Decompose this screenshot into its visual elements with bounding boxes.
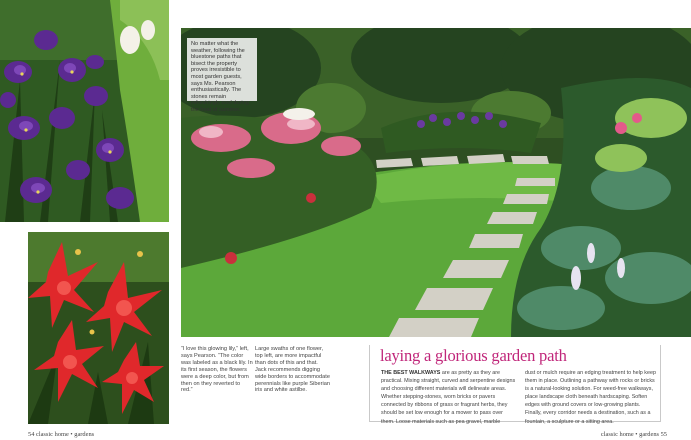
article-body-column-2: dust or mulch require an edging treatment to help keep them in place. Outlining a pathway with rocks or bricks is a natural-looking solution. For weed-free walkways, place landscape cloth beneath hardscaping. Soften edges with ground covers or low-growing plants. Finally, every corridor needs a destination, such as a fountain, a sculpture or a sitting area. xyxy=(525,370,656,425)
iris-photo xyxy=(0,0,169,222)
garden-path-photo xyxy=(181,28,691,337)
lily-caption: “I love this glowing lily,” left, says Pearson. “The color was labeled as a black lily. In its first season, the flowers were a deep color, but from then on they reverted to red.” xyxy=(181,346,253,394)
article-lead-in: THE BEST WALKWAYS xyxy=(381,370,441,376)
folio-left: 54 classic home • gardens xyxy=(28,431,95,438)
article-col1-text: are as pretty as they are practical. Mixing straight, curved and serpentine designs and choosing different materials will delineate areas. Whether stepping-stones, worn bricks or pavers connected by ribbons of grass or fragrant herbs, they should be set low enough for a mower to pass over them. Loose materials such as pea gravel, marble xyxy=(381,370,516,425)
article-body-column-1 xyxy=(381,369,517,426)
article-title: laying a glorious garden path xyxy=(380,346,567,365)
swaths-caption: Large swaths of one flower, top left, are more impactful than dots of this and that. Jack recommends digging wide borders to accommodate perennials like purple Siberian iris and white astilbe. xyxy=(255,346,330,394)
lily-photo xyxy=(28,232,169,424)
folio-right: classic home • gardens 55 xyxy=(600,431,667,438)
photo-overlay-caption: No matter what the weather, following the bluestone paths that bisect the property proves irresistible to most garden guests, says Ms. Pearson enthusiastically. The stones remain refreshingly cool during the heat of summer. xyxy=(187,38,257,101)
